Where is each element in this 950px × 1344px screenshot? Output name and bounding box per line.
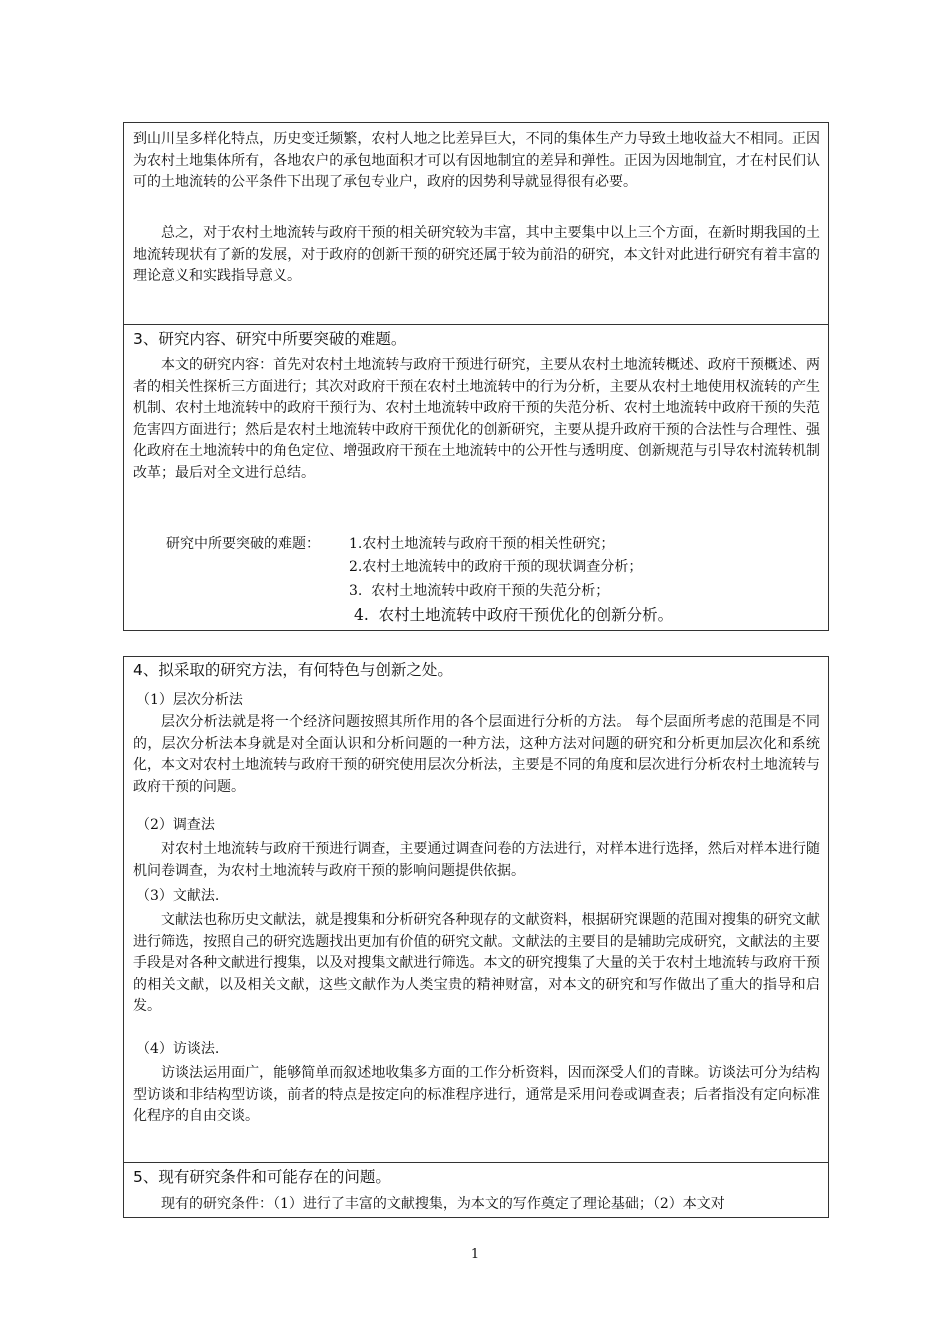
page-number: 1 — [470, 1247, 480, 1262]
method-1-body: 层次分析法就是将一个经济问题按照其所作用的各个层面进行分析的方法。 每个层面所考虑的范围是不同的，层次分析法本身就是对全面认识和分析问题的一种方法，这种方法对问题的研究和分析更加层次化和系统化，本文对农村土地流转与政府干预的研究使用层次分析法，主要是不同的角度和层次进行分析农村土地流转与政府干预的问题。 — [133, 714, 820, 795]
section-4-research-methods — [123, 656, 829, 1162]
section-4-heading: 4、拟采取的研究方法，有何特色与创新之处。 — [133, 661, 453, 679]
section-5-body: 现有的研究条件：（1）进行了丰富的文献搜集，为本文的写作奠定了理论基础；（2）本文对 — [161, 1196, 725, 1212]
method-3-body: 文献法也称历史文献法，就是搜集和分析研究各种现存的文献资料，根据研究课题的范围对搜集的研究文献进行筛选，按照自己的研究选题找出更加有价值的研究文献。文献法的主要目的是辅助完成研究，文献法的主要手段是对各种文献进行搜集，以及对搜集文献进行筛选。本文的研究搜集了大量的关于农村土地流转与政府干预的相关文献，以及相关文献，这些文献作为人类宝贵的精神财富，对本文的研究和写作做出了重大的指导和启发。 — [133, 912, 820, 1014]
section-3-research-content — [123, 324, 829, 631]
method-2-title: （2）调查法 — [136, 817, 215, 833]
method-3-title: （3）文献法. — [136, 888, 220, 904]
difficulties-label: 研究中所要突破的难题： — [166, 536, 320, 552]
method-1-title: （1）层次分析法 — [136, 692, 243, 708]
section-3-heading: 3、研究内容、研究中所要突破的难题。 — [133, 330, 407, 348]
difficulty-item-1: 1.农村土地流转与政府干预的相关性研究； — [349, 536, 615, 552]
difficulty-item-4: 4. 农村土地流转中政府干预优化的创新分析。 — [354, 606, 674, 624]
section-5-heading: 5、现有研究条件和可能存在的问题。 — [133, 1168, 391, 1186]
method-2-body: 对农村土地流转与政府干预进行调查，主要通过调查问卷的方法进行，对样本进行选择，然后对样本进行随机问卷调查，为农村土地流转与政府干预的影响问题提供依据。 — [133, 841, 820, 879]
method-4-body: 访谈法运用面广，能够简单而叙述地收集多方面的工作分析资料，因而深受人们的青睐。访谈法可分为结构型访谈和非结构型访谈，前者的特点是按定向的标准程序进行，通常是采用问卷或调查表；后者指没有定向标准化程序的自由交谈。 — [133, 1065, 820, 1124]
method-4-title: （4）访谈法. — [136, 1041, 220, 1057]
continuation-paragraph-2: 总之，对于农村土地流转与政府干预的相关研究较为丰富，其中主要集中以上三个方面，在新时期我国的土地流转现状有了新的发展，对于政府的创新干预的研究还属于较为前沿的研究，本文针对此进行研究有着丰富的理论意义和实践指导意义。 — [133, 225, 820, 284]
difficulty-item-2: 2.农村土地流转中的政府干预的现状调查分析； — [349, 559, 643, 575]
section-3-content: 本文的研究内容：首先对农村土地流转与政府干预进行研究，主要从农村土地流转概述、政府干预概述、两者的相关性探析三方面进行；其次对政府干预在农村土地流转中的行为分析，主要从农村土地使用权流转的产生机制、农村土地流转中的政府干预行为、农村土地流转中政府干预的失范分析、农村土地流转中政府干预的失范危害四方面进行；然后是农村土地流转中政府干预优化的创新研究，主要从提升政府干预的合法性与合理性、强化政府在土地流转中的角色定位、增强政府干预在土地流转中的公开性与透明度、创新规范与引导农村流转机制改革；最后对全文进行总结。 — [133, 357, 820, 481]
difficulty-item-3: 3. 农村土地流转中政府干预的失范分析； — [349, 583, 610, 599]
section-5-research-conditions — [123, 1162, 829, 1218]
continuation-section — [123, 122, 829, 325]
continuation-paragraph-1: 到山川呈多样化特点，历史变迁频繁，农村人地之比差异巨大，不同的集体生产力导致土地收益大不相同。正因为农村土地集体所有，各地农户的承包地面积才可以有因地制宜的差异和弹性。正因为因地制宜，才在村民们认可的土地流转的公平条件下出现了承包专业户，政府的因势利导就显得很有必要。 — [133, 131, 820, 190]
